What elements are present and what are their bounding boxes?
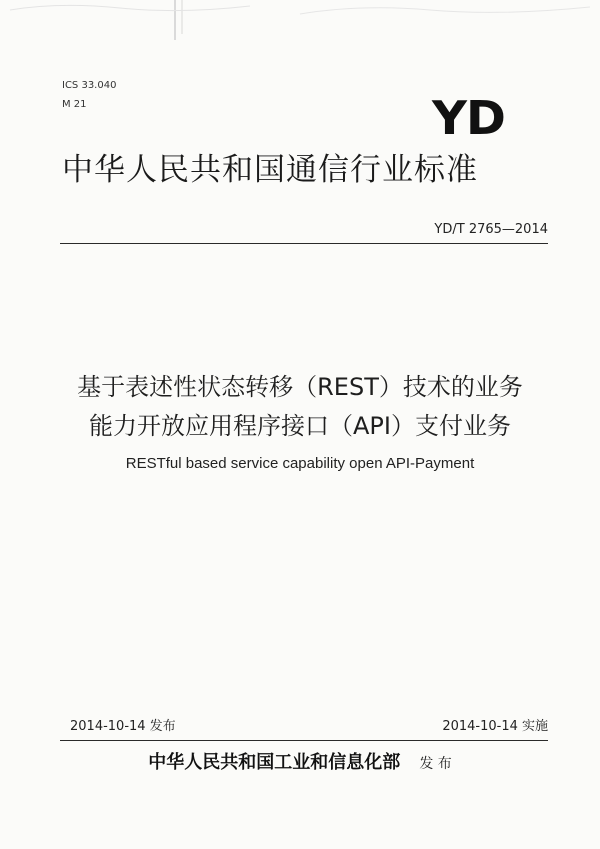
document-title-line-2: 能力开放应用程序接口（API）支付业务 bbox=[89, 412, 511, 440]
implement-date: 2014-10-14 实施 bbox=[442, 719, 548, 734]
publish-date: 2014-10-14 发布 bbox=[70, 719, 176, 734]
scan-artifacts bbox=[0, 0, 600, 40]
document-title-english: RESTful based service capability open API-Payment bbox=[125, 455, 475, 472]
yd-logo: YD bbox=[432, 91, 505, 145]
top-divider bbox=[60, 243, 548, 244]
issuer-name: 中华人民共和国工业和信息化部 bbox=[148, 752, 401, 773]
ccs-code: M 21 bbox=[62, 99, 87, 110]
ics-code: ICS 33.040 bbox=[62, 80, 117, 91]
issuer-line bbox=[0, 748, 600, 774]
issuer-action: 发 布 bbox=[419, 756, 452, 772]
bottom-divider bbox=[60, 740, 548, 741]
document-title-line-1: 基于表述性状态转移（REST）技术的业务 bbox=[77, 373, 523, 401]
standard-title: 中华人民共和国通信行业标准 bbox=[62, 152, 478, 188]
standard-number: YD/T 2765—2014 bbox=[434, 222, 548, 237]
